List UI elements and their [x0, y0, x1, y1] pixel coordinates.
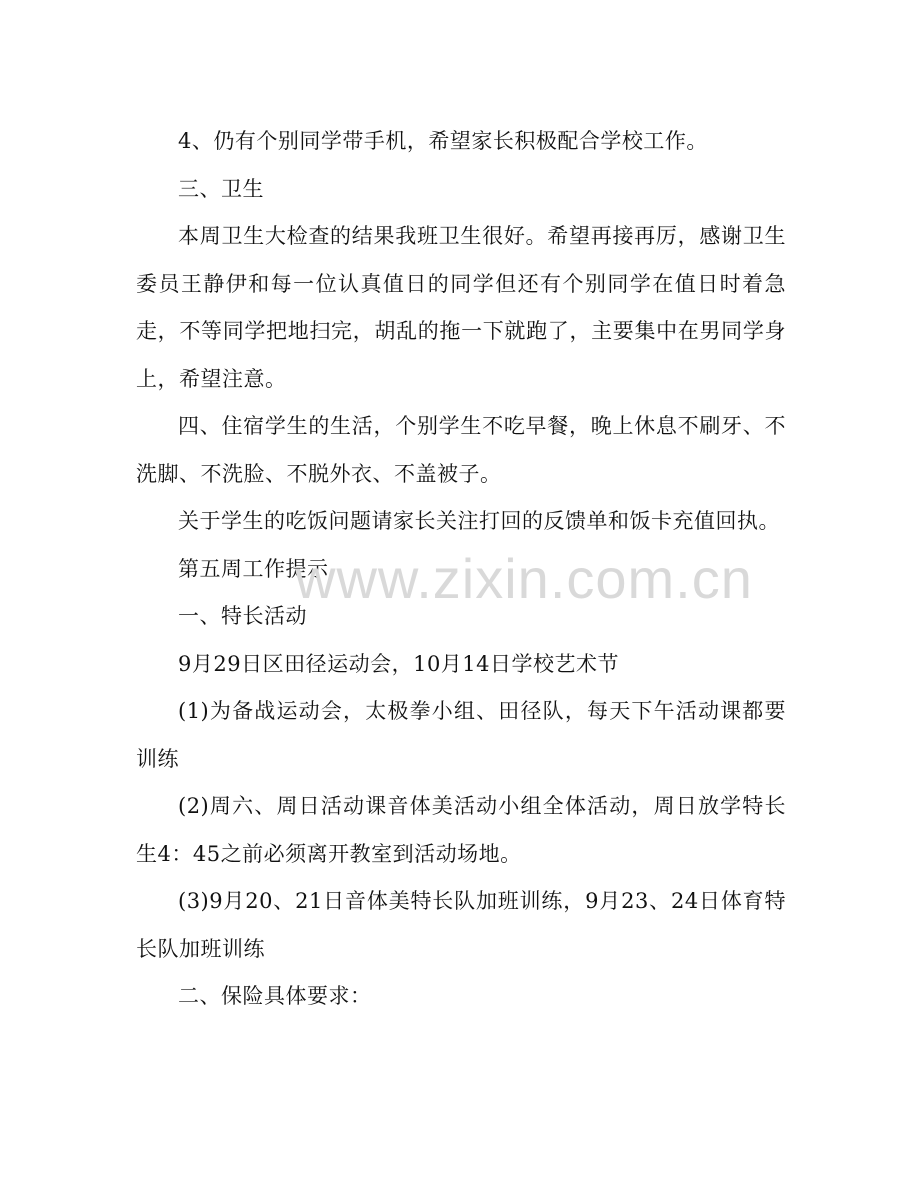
paragraph-meal-notice: 关于学生的吃饭问题请家长关注打回的反馈单和饭卡充值回执。 [178, 509, 780, 533]
heading-insurance: 二、保险具体要求： [178, 984, 372, 1008]
paragraph-hygiene-check: 本周卫生大检查的结果我班卫生很好。希望再接再厉，感谢卫生委员王静伊和每一位认真值日的同学但还有个别同学在值日时着急走，不等同学把地扫完，胡乱的拖一下就跑了，主要集中在男同学身上，希望注意。 [136, 224, 786, 391]
document-body [136, 118, 786, 1021]
list-item-2: (2)周六、周日活动课音体美活动小组全体活动，周日放学特长生4：45之前必须离开教室到活动场地。 [136, 794, 786, 866]
list-item-3: (3)9月20、21日音体美特长队加班训练，9月23、24日体育特长队加班训练 [136, 889, 786, 961]
list-item-1: (1)为备战运动会，太极拳小组、田径队，每天下午活动课都要训练 [136, 699, 786, 771]
heading-week5-tips: 第五周工作提示 [178, 556, 329, 581]
heading-specialty-activities: 一、特长活动 [178, 604, 307, 628]
paragraph-phone-notice: 4、仍有个别同学带手机，希望家长积极配合学校工作。 [178, 129, 708, 153]
heading-hygiene: 三、卫生 [178, 176, 264, 201]
watermark: www.zixin.com.cn [295, 547, 753, 610]
paragraph-boarding-life: 四、住宿学生的生活，个别学生不吃早餐，晚上休息不刷牙、不洗脚、不洗脸、不脱外衣、不盖被子。 [136, 414, 786, 486]
paragraph-event-dates: 9月29日区田径运动会，10月14日学校艺术节 [178, 651, 620, 676]
